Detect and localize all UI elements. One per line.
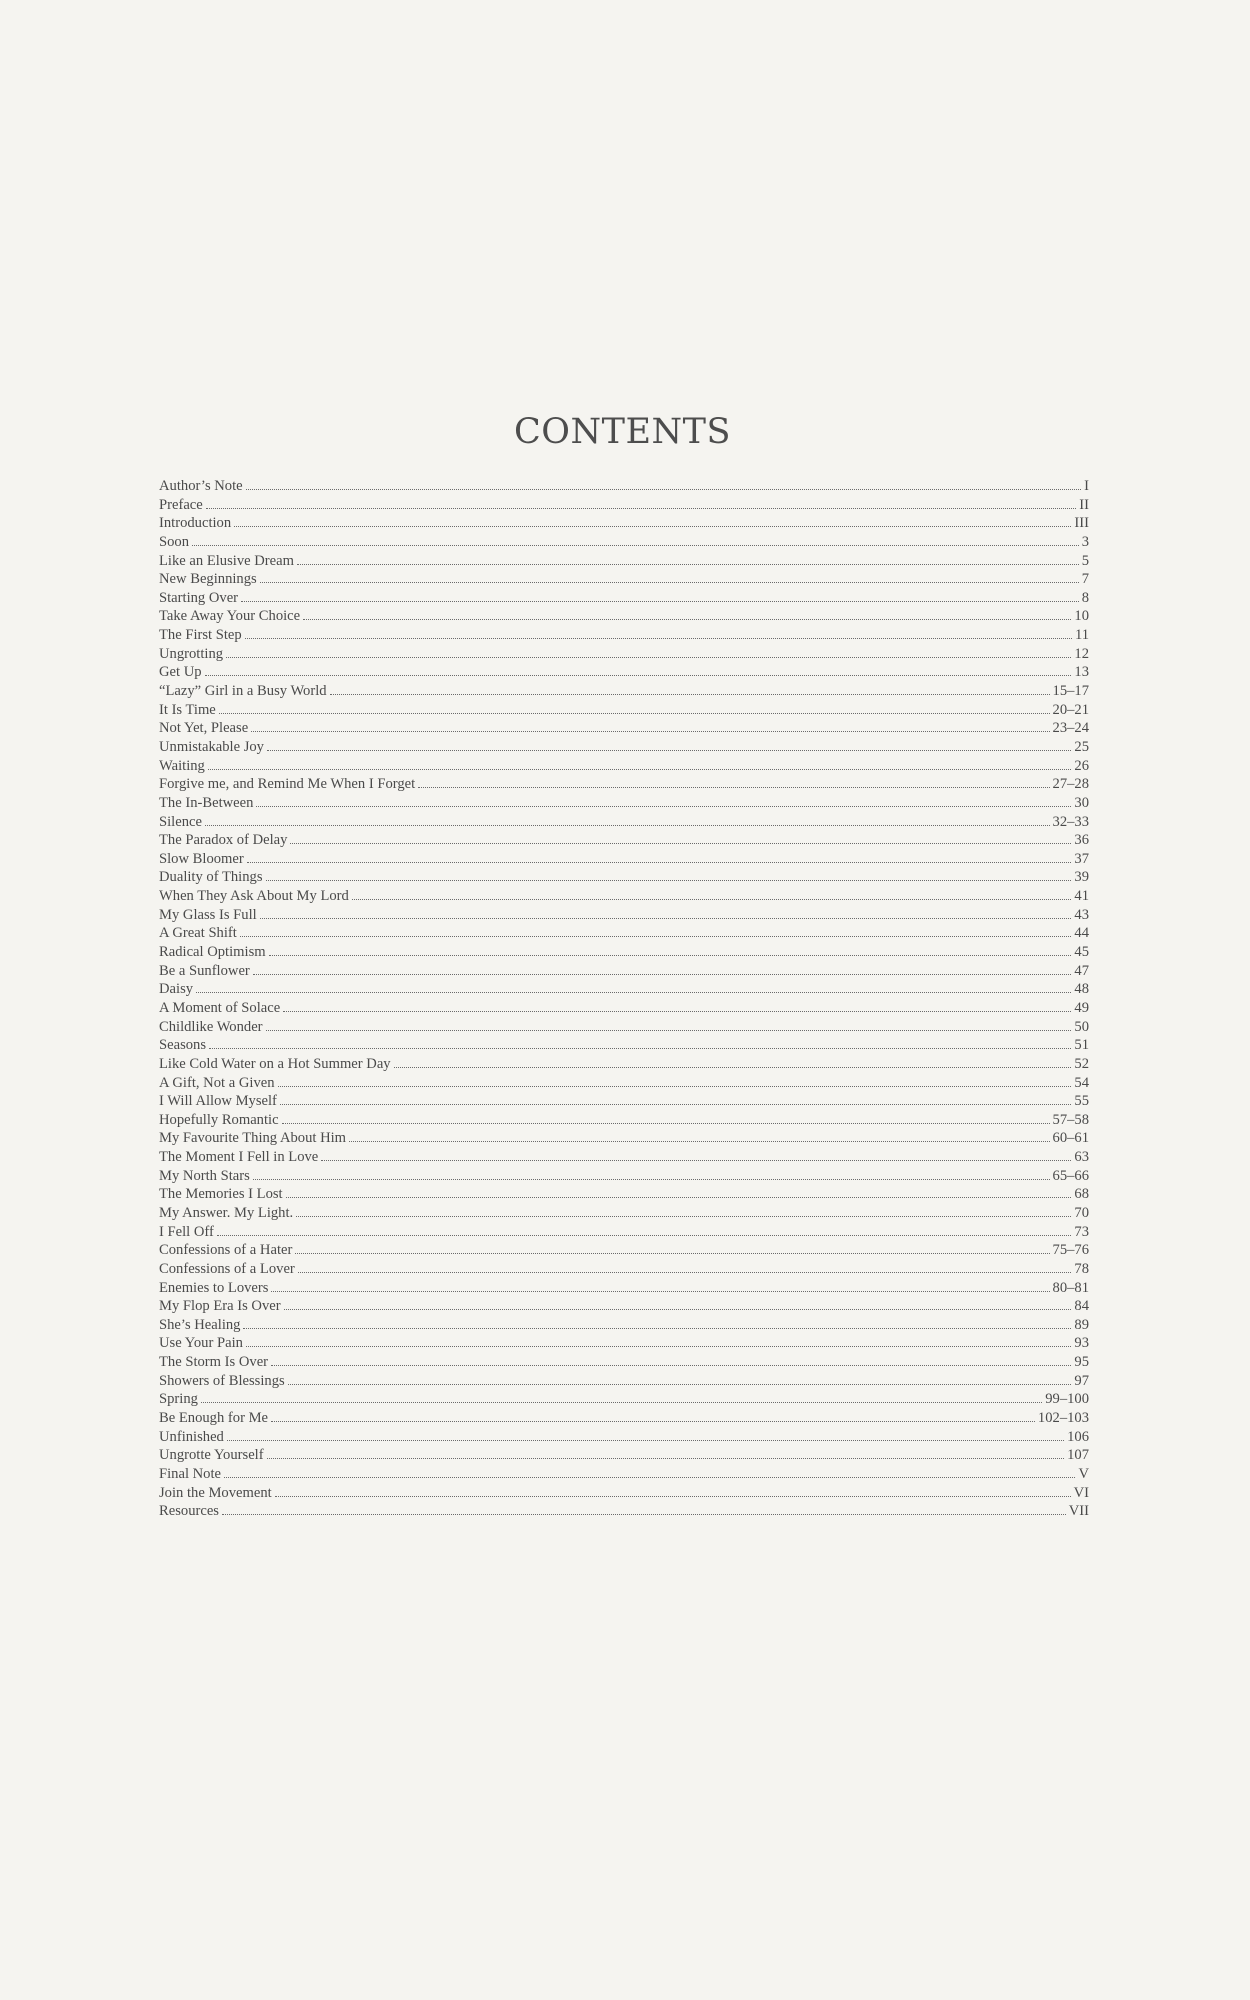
toc-entry [159,1092,1089,1111]
toc-entry-page-number: 95 [1074,1354,1089,1371]
dot-leader [241,601,1079,602]
toc-entry-title: I Will Allow Myself [159,1093,277,1110]
toc-entry-page-number: 5 [1081,552,1089,569]
dot-leader [352,899,1072,900]
toc-entry-page-number: 37 [1074,850,1089,867]
toc-entry-page-number: 54 [1074,1074,1089,1091]
dot-leader [245,638,1072,639]
toc-entry [159,719,1089,738]
dot-leader [256,806,1071,807]
toc-entry-page-number: 70 [1074,1204,1089,1221]
toc-entry [159,1502,1089,1521]
toc-entry [159,1372,1089,1391]
toc-entry-title: She’s Healing [159,1316,241,1333]
toc-entry-title: Be a Sunflower [159,962,250,979]
toc-entry-page-number: 99–100 [1045,1391,1089,1408]
dot-leader [295,1253,1049,1254]
toc-entry [159,962,1089,981]
toc-entry-title: Introduction [159,515,232,532]
toc-entry [159,1409,1089,1428]
toc-entry [159,1297,1089,1316]
toc-entry-title: Use Your Pain [159,1335,243,1352]
toc-entry-title: Be Enough for Me [159,1410,269,1427]
toc-entry-title: The Paradox of Delay [159,832,288,849]
dot-leader [278,1086,1072,1087]
toc-entry-page-number: 36 [1074,832,1089,849]
toc-entry-page-number: 44 [1074,925,1089,942]
toc-entry-page-number: 32–33 [1052,813,1089,830]
toc-entry [159,607,1089,626]
toc-entry [159,1036,1089,1055]
toc-entry [159,1390,1089,1409]
dot-leader [246,489,1081,490]
toc-entry [159,663,1089,682]
toc-entry [159,589,1089,608]
toc-entry-page-number: 89 [1074,1316,1089,1333]
toc-entry-page-number: 12 [1074,645,1089,662]
toc-entry-page-number: 20–21 [1052,701,1089,718]
toc-entry-page-number: 73 [1074,1223,1089,1240]
toc-entry [159,887,1089,906]
toc-entry-page-number: 49 [1074,999,1089,1016]
dot-leader [234,526,1071,527]
toc-entry-page-number: 41 [1074,888,1089,905]
toc-entry-title: Unmistakable Joy [159,738,264,755]
dot-leader [247,862,1072,863]
dot-leader [205,675,1072,676]
dot-leader [290,843,1071,844]
toc-entry [159,1223,1089,1242]
toc-entry [159,645,1089,664]
toc-entry [159,496,1089,515]
page-title: CONTENTS [514,412,731,452]
toc-entry-page-number: 26 [1074,757,1089,774]
dot-leader [222,1514,1066,1515]
toc-entry-page-number: 8 [1081,589,1089,606]
dot-leader [205,825,1050,826]
toc-entry-title: Get Up [159,664,202,681]
toc-entry-page-number: 30 [1074,794,1089,811]
dot-leader [297,564,1079,565]
toc-entry [159,701,1089,720]
toc-entry-title: Forgive me, and Remind Me When I Forget [159,776,416,793]
toc-entry-page-number: 10 [1074,608,1089,625]
toc-entry-title: Seasons [159,1037,207,1054]
toc-entry-title: Childlike Wonder [159,1018,263,1035]
toc-entry-page-number: 97 [1074,1372,1089,1389]
toc-entry [159,552,1089,571]
toc-entry [159,943,1089,962]
toc-entry [159,1241,1089,1260]
toc-entry [159,533,1089,552]
toc-entry-page-number: 84 [1074,1298,1089,1315]
toc-entry-page-number: 13 [1074,664,1089,681]
dot-leader [227,1440,1064,1441]
toc-entry-page-number: 80–81 [1052,1279,1089,1296]
dot-leader [267,750,1071,751]
toc-entry-title: Silence [159,813,202,830]
table-of-contents [159,477,1089,1521]
toc-entry [159,924,1089,943]
toc-entry-page-number: 57–58 [1052,1111,1089,1128]
toc-entry-title: Unfinished [159,1428,224,1445]
toc-entry [159,1353,1089,1372]
dot-leader [209,1048,1071,1049]
dot-leader [271,1291,1049,1292]
toc-entry-title: The First Step [159,627,242,644]
toc-entry-title: A Great Shift [159,925,237,942]
dot-leader [418,787,1049,788]
toc-entry [159,1129,1089,1148]
dot-leader [298,1272,1072,1273]
toc-entry-page-number: 52 [1074,1055,1089,1072]
dot-leader [206,508,1077,509]
toc-entry-title: My Favourite Thing About Him [159,1130,347,1147]
dot-leader [243,1328,1071,1329]
dot-leader [296,1216,1071,1217]
dot-leader [394,1067,1072,1068]
toc-entry-title: The Moment I Fell in Love [159,1149,319,1166]
dot-leader [286,1197,1072,1198]
toc-entry [159,831,1089,850]
toc-entry-title: The Storm Is Over [159,1354,269,1371]
toc-entry-page-number: 55 [1074,1093,1089,1110]
dot-leader [219,713,1050,714]
toc-entry-title: My Answer. My Light. [159,1204,294,1221]
dot-leader [253,974,1072,975]
toc-entry-page-number: V [1078,1465,1089,1482]
toc-entry-page-number: 63 [1074,1149,1089,1166]
toc-entry-title: Author’s Note [159,478,243,494]
toc-entry-page-number: VI [1073,1484,1089,1501]
toc-entry [159,1446,1089,1465]
toc-entry [159,850,1089,869]
toc-entry-title: A Moment of Solace [159,999,281,1016]
dot-leader [330,694,1050,695]
toc-entry-page-number: 93 [1074,1335,1089,1352]
toc-entry-page-number: 3 [1081,533,1089,550]
toc-entry-page-number: 75–76 [1052,1242,1089,1259]
toc-entry [159,999,1089,1018]
dot-leader [246,1346,1071,1347]
toc-entry-title: Spring [159,1391,198,1408]
toc-entry [159,1148,1089,1167]
toc-entry-page-number: 51 [1074,1037,1089,1054]
dot-leader [253,1179,1050,1180]
toc-entry-title: Soon [159,533,190,550]
toc-entry-title: Join the Movement [159,1484,272,1501]
toc-entry-page-number: 11 [1074,627,1089,644]
toc-entry-title: Resources [159,1503,219,1520]
toc-entry-title: I Fell Off [159,1223,214,1240]
dot-leader [201,1402,1042,1403]
toc-entry [159,1316,1089,1335]
toc-entry-page-number: VII [1068,1503,1089,1520]
toc-entry [159,1260,1089,1279]
dot-leader [321,1160,1071,1161]
toc-entry-title: Final Note [159,1465,222,1482]
toc-entry [159,570,1089,589]
toc-entry-page-number: 45 [1074,944,1089,961]
toc-entry-page-number: 39 [1074,869,1089,886]
dot-leader [303,619,1071,620]
toc-entry-title: It Is Time [159,701,216,718]
dot-leader [226,657,1071,658]
toc-entry-title: “Lazy” Girl in a Busy World [159,683,327,700]
toc-entry-title: Duality of Things [159,869,263,886]
toc-entry [159,682,1089,701]
toc-entry-title: Hopefully Romantic [159,1111,279,1128]
toc-entry [159,813,1089,832]
toc-entry-page-number: II [1079,496,1089,513]
toc-entry [159,980,1089,999]
dot-leader [260,582,1079,583]
toc-entry-title: When They Ask About My Lord [159,888,349,905]
toc-entry-title: Starting Over [159,589,239,606]
toc-entry [159,794,1089,813]
toc-entry-title: A Gift, Not a Given [159,1074,275,1091]
dot-leader [266,1030,1072,1031]
toc-entry [159,1055,1089,1074]
toc-entry-page-number: 106 [1067,1428,1089,1445]
dot-leader [251,731,1049,732]
dot-leader [283,1011,1071,1012]
toc-entry-page-number: 102–103 [1037,1410,1089,1427]
toc-entry-page-number: 27–28 [1052,776,1089,793]
dot-leader [349,1141,1049,1142]
toc-entry [159,1167,1089,1186]
toc-entry-page-number: III [1074,515,1089,532]
toc-entry [159,868,1089,887]
toc-entry-page-number: 68 [1074,1186,1089,1203]
toc-entry [159,1279,1089,1298]
toc-entry-title: New Beginnings [159,571,257,588]
toc-entry-title: Confessions of a Hater [159,1242,293,1259]
toc-entry [159,1428,1089,1447]
dot-leader [284,1309,1072,1310]
toc-entry [159,1018,1089,1037]
toc-entry [159,626,1089,645]
toc-entry-title: The Memories I Lost [159,1186,283,1203]
toc-entry-title: Enemies to Lovers [159,1279,269,1296]
toc-entry-page-number: 15–17 [1052,683,1089,700]
dot-leader [260,918,1072,919]
toc-entry-title: My Flop Era Is Over [159,1298,281,1315]
dot-leader [269,955,1072,956]
toc-entry-page-number: 50 [1074,1018,1089,1035]
dot-leader [275,1496,1071,1497]
toc-entry-page-number: 78 [1074,1260,1089,1277]
toc-entry [159,1484,1089,1503]
toc-entry [159,1465,1089,1484]
dot-leader [208,769,1072,770]
toc-entry-page-number: 48 [1074,981,1089,998]
dot-leader [192,545,1079,546]
toc-entry [159,1185,1089,1204]
dot-leader [271,1365,1071,1366]
toc-entry-page-number: 65–66 [1052,1167,1089,1184]
dot-leader [217,1235,1072,1236]
dot-leader [196,992,1071,993]
toc-entry-title: My North Stars [159,1167,250,1184]
toc-entry-page-number: 47 [1074,962,1089,979]
dot-leader [271,1421,1035,1422]
toc-entry-title: Slow Bloomer [159,850,244,867]
toc-entry-page-number: I [1084,478,1089,494]
toc-entry [159,1074,1089,1093]
toc-entry-title: Ungrotte Yourself [159,1447,264,1464]
dot-leader [288,1384,1072,1385]
toc-entry-title: Waiting [159,757,205,774]
toc-entry [159,757,1089,776]
dot-leader [280,1104,1071,1105]
toc-entry-title: Radical Optimism [159,944,266,961]
toc-entry-page-number: 43 [1074,906,1089,923]
toc-entry-title: Ungrotting [159,645,224,662]
toc-entry-title: Like Cold Water on a Hot Summer Day [159,1055,391,1072]
toc-entry [159,738,1089,757]
toc-entry-page-number: 60–61 [1052,1130,1089,1147]
dot-leader [224,1477,1075,1478]
toc-entry-title: Confessions of a Lover [159,1260,295,1277]
dot-leader [266,880,1072,881]
toc-entry-page-number: 23–24 [1052,720,1089,737]
toc-entry [159,1334,1089,1353]
toc-entry [159,1204,1089,1223]
toc-entry-title: The In-Between [159,794,254,811]
toc-entry-title: My Glass Is Full [159,906,257,923]
toc-entry-title: Daisy [159,981,194,998]
toc-entry-title: Like an Elusive Dream [159,552,294,569]
toc-entry [159,1111,1089,1130]
toc-entry [159,514,1089,533]
dot-leader [240,936,1072,937]
toc-entry-page-number: 107 [1067,1447,1089,1464]
dot-leader [282,1123,1050,1124]
toc-entry [159,906,1089,925]
toc-entry-page-number: 25 [1074,738,1089,755]
toc-entry-title: Not Yet, Please [159,720,249,737]
toc-entry-page-number: 7 [1081,571,1089,588]
dot-leader [267,1458,1065,1459]
toc-entry-title: Showers of Blessings [159,1372,285,1389]
toc-entry-title: Take Away Your Choice [159,608,301,625]
toc-entry-title: Preface [159,496,203,513]
toc-entry [159,775,1089,794]
toc-entry [159,477,1089,496]
